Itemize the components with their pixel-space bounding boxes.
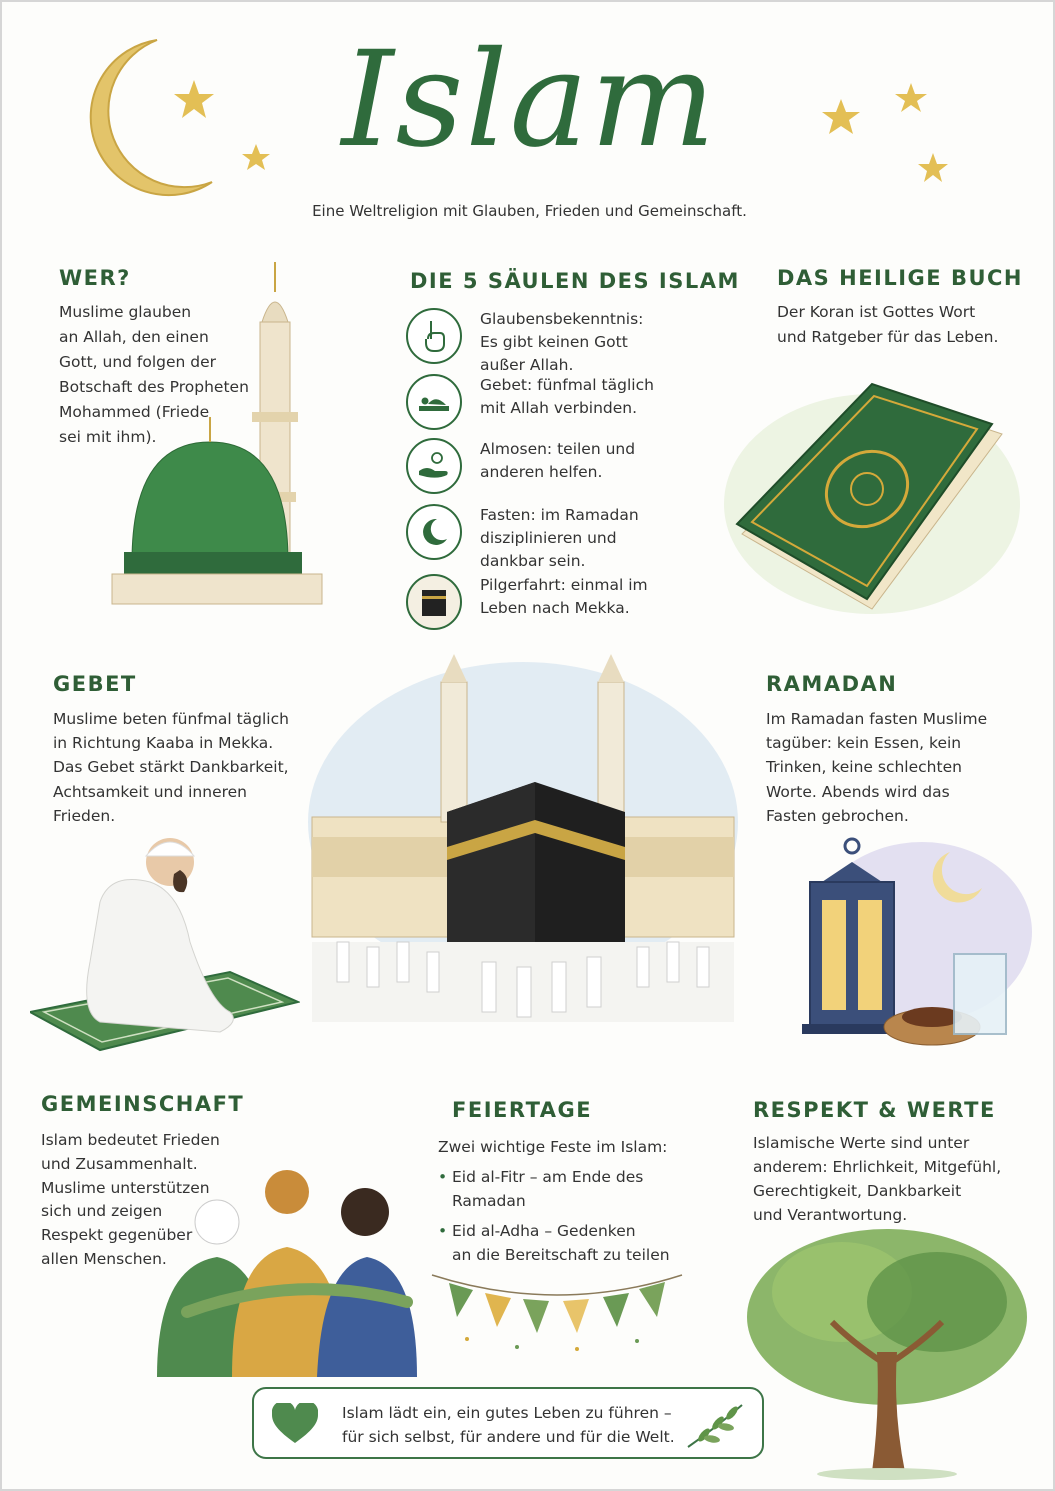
text-line: für sich selbst, für andere und für die Welt. [342, 1428, 675, 1446]
text-line: Gebet: fünfmal täglich [480, 376, 654, 394]
mosque-illustration [102, 252, 332, 622]
text-line: Muslime beten fünfmal täglich [53, 710, 289, 728]
text-line: an die Bereitschaft zu teilen [452, 1246, 670, 1264]
text-line: mit Allah verbinden. [480, 399, 638, 417]
text-line: dankbar sein. [480, 552, 586, 570]
gebet-heading: GEBET [53, 672, 137, 696]
text-line: und Ratgeber für das Leben. [777, 328, 999, 346]
page-subtitle: Eine Weltreligion mit Glauben, Frieden und Gemeinschaft. [312, 202, 747, 220]
pillar-text [480, 308, 643, 377]
text-line: Mohammed (Friede [59, 403, 210, 421]
text-line: Islamische Werte sind unter [753, 1134, 970, 1152]
text-line: Almosen: teilen und [480, 440, 636, 458]
ramadan-text [766, 707, 1036, 828]
text-line: sich und zeigen [41, 1202, 163, 1221]
text-line: an Allah, den einen [59, 328, 209, 346]
text-line: Fasten gebrochen. [766, 806, 909, 825]
praying-man-illustration [30, 822, 300, 1062]
text-line: Islam lädt ein, ein gutes Leben zu führen – [342, 1404, 672, 1422]
pillar-item [406, 438, 666, 494]
prayer-icon [406, 374, 462, 430]
feiertage-text [438, 1135, 698, 1268]
text-line: Gerechtigkeit, Dankbarkeit [753, 1182, 962, 1200]
bunting-garland-icon [427, 1267, 687, 1357]
text-line: sei mit ihm). [59, 428, 157, 446]
gemeinschaft-heading: GEMEINSCHAFT [41, 1092, 245, 1116]
text-line: in Richtung Kaaba in Mekka. [53, 734, 274, 753]
kaaba-icon [406, 574, 462, 630]
list-item [438, 1165, 698, 1214]
pillar-item [406, 374, 666, 430]
leaf-sprig-icon [684, 1399, 746, 1451]
pillar-item [406, 504, 666, 573]
feiertage-list [438, 1165, 698, 1268]
respekt-heading: RESPEKT & WERTE [753, 1098, 996, 1122]
buch-text [777, 300, 1037, 350]
pillar-item [406, 308, 666, 377]
text-line: Fasten: im Ramadan [480, 506, 639, 524]
text-line: Botschaft des Propheten [59, 378, 249, 396]
banner-text [342, 1401, 675, 1449]
text-line: anderen helfen. [480, 463, 603, 481]
pillar-text [480, 438, 635, 484]
gebet-text [53, 707, 303, 828]
text-line: Worte. Abends wird das [766, 782, 950, 801]
text-line: Das Gebet stärkt Dankbarkeit, [53, 758, 289, 777]
page-title: Islam [341, 23, 718, 177]
pillar-text [480, 574, 648, 620]
text-line: Islam bedeutet Frieden [41, 1131, 220, 1149]
text-line: Muslime unterstützen [41, 1178, 210, 1197]
tree-illustration [742, 1222, 1032, 1482]
respekt-text [753, 1131, 1043, 1227]
quran-book-illustration [722, 374, 1022, 624]
ramadan-lantern-illustration [772, 832, 1032, 1062]
text-line: Pilgerfahrt: einmal im [480, 576, 648, 594]
raised-finger-icon [406, 308, 462, 364]
text-line: und Verantwortung. [753, 1206, 908, 1224]
giving-hand-icon [406, 438, 462, 494]
text-line: und Zusammenhalt. [41, 1154, 198, 1173]
text-line: Ramadan [452, 1192, 526, 1210]
text-line: Der Koran ist Gottes Wort [777, 303, 976, 321]
feiertage-heading: FEIERTAGE [452, 1098, 593, 1122]
heart-icon [272, 1403, 318, 1445]
buch-heading: DAS HEILIGE BUCH [777, 266, 1023, 290]
community-illustration [147, 1162, 422, 1382]
text-line: Achtsamkeit und inneren [53, 782, 247, 801]
pillar-item [406, 574, 666, 630]
ramadan-heading: RAMADAN [766, 672, 898, 696]
text-line: • Eid al-Fitr – am Ende des [452, 1167, 644, 1186]
closing-banner [252, 1387, 764, 1459]
text-line: Glaubensbekenntnis: [480, 310, 644, 328]
text-line: anderem: Ehrlichkeit, Mitgefühl, [753, 1158, 1002, 1176]
feiertage-intro: Zwei wichtige Feste im Islam: [438, 1138, 668, 1156]
text-line: Es gibt keinen Gott [480, 333, 628, 351]
pillar-text [480, 504, 639, 573]
text-line: Leben nach Mekka. [480, 599, 630, 617]
text-line: Im Ramadan fasten Muslime [766, 710, 988, 728]
list-item [438, 1219, 698, 1268]
crescent-icon [406, 504, 462, 560]
text-line: disziplinieren und [480, 529, 617, 547]
text-line: außer Allah. [480, 356, 574, 374]
text-line: Trinken, keine schlechten [766, 758, 962, 777]
wer-heading: WER? [59, 266, 131, 290]
kaaba-illustration [307, 642, 739, 1042]
text-line: Frieden. [53, 806, 116, 825]
text-line: tagüber: kein Essen, kein [766, 734, 962, 753]
text-line: • Eid al-Adha – Gedenken [452, 1221, 636, 1240]
text-line: allen Menschen. [41, 1249, 167, 1268]
text-line: Respekt gegenüber [41, 1226, 193, 1245]
pillar-text [480, 374, 654, 420]
pillars-heading: DIE 5 SÄULEN DES ISLAM [410, 269, 740, 293]
text-line: Muslime glauben [59, 303, 192, 321]
text-line: Gott, und folgen der [59, 353, 217, 371]
